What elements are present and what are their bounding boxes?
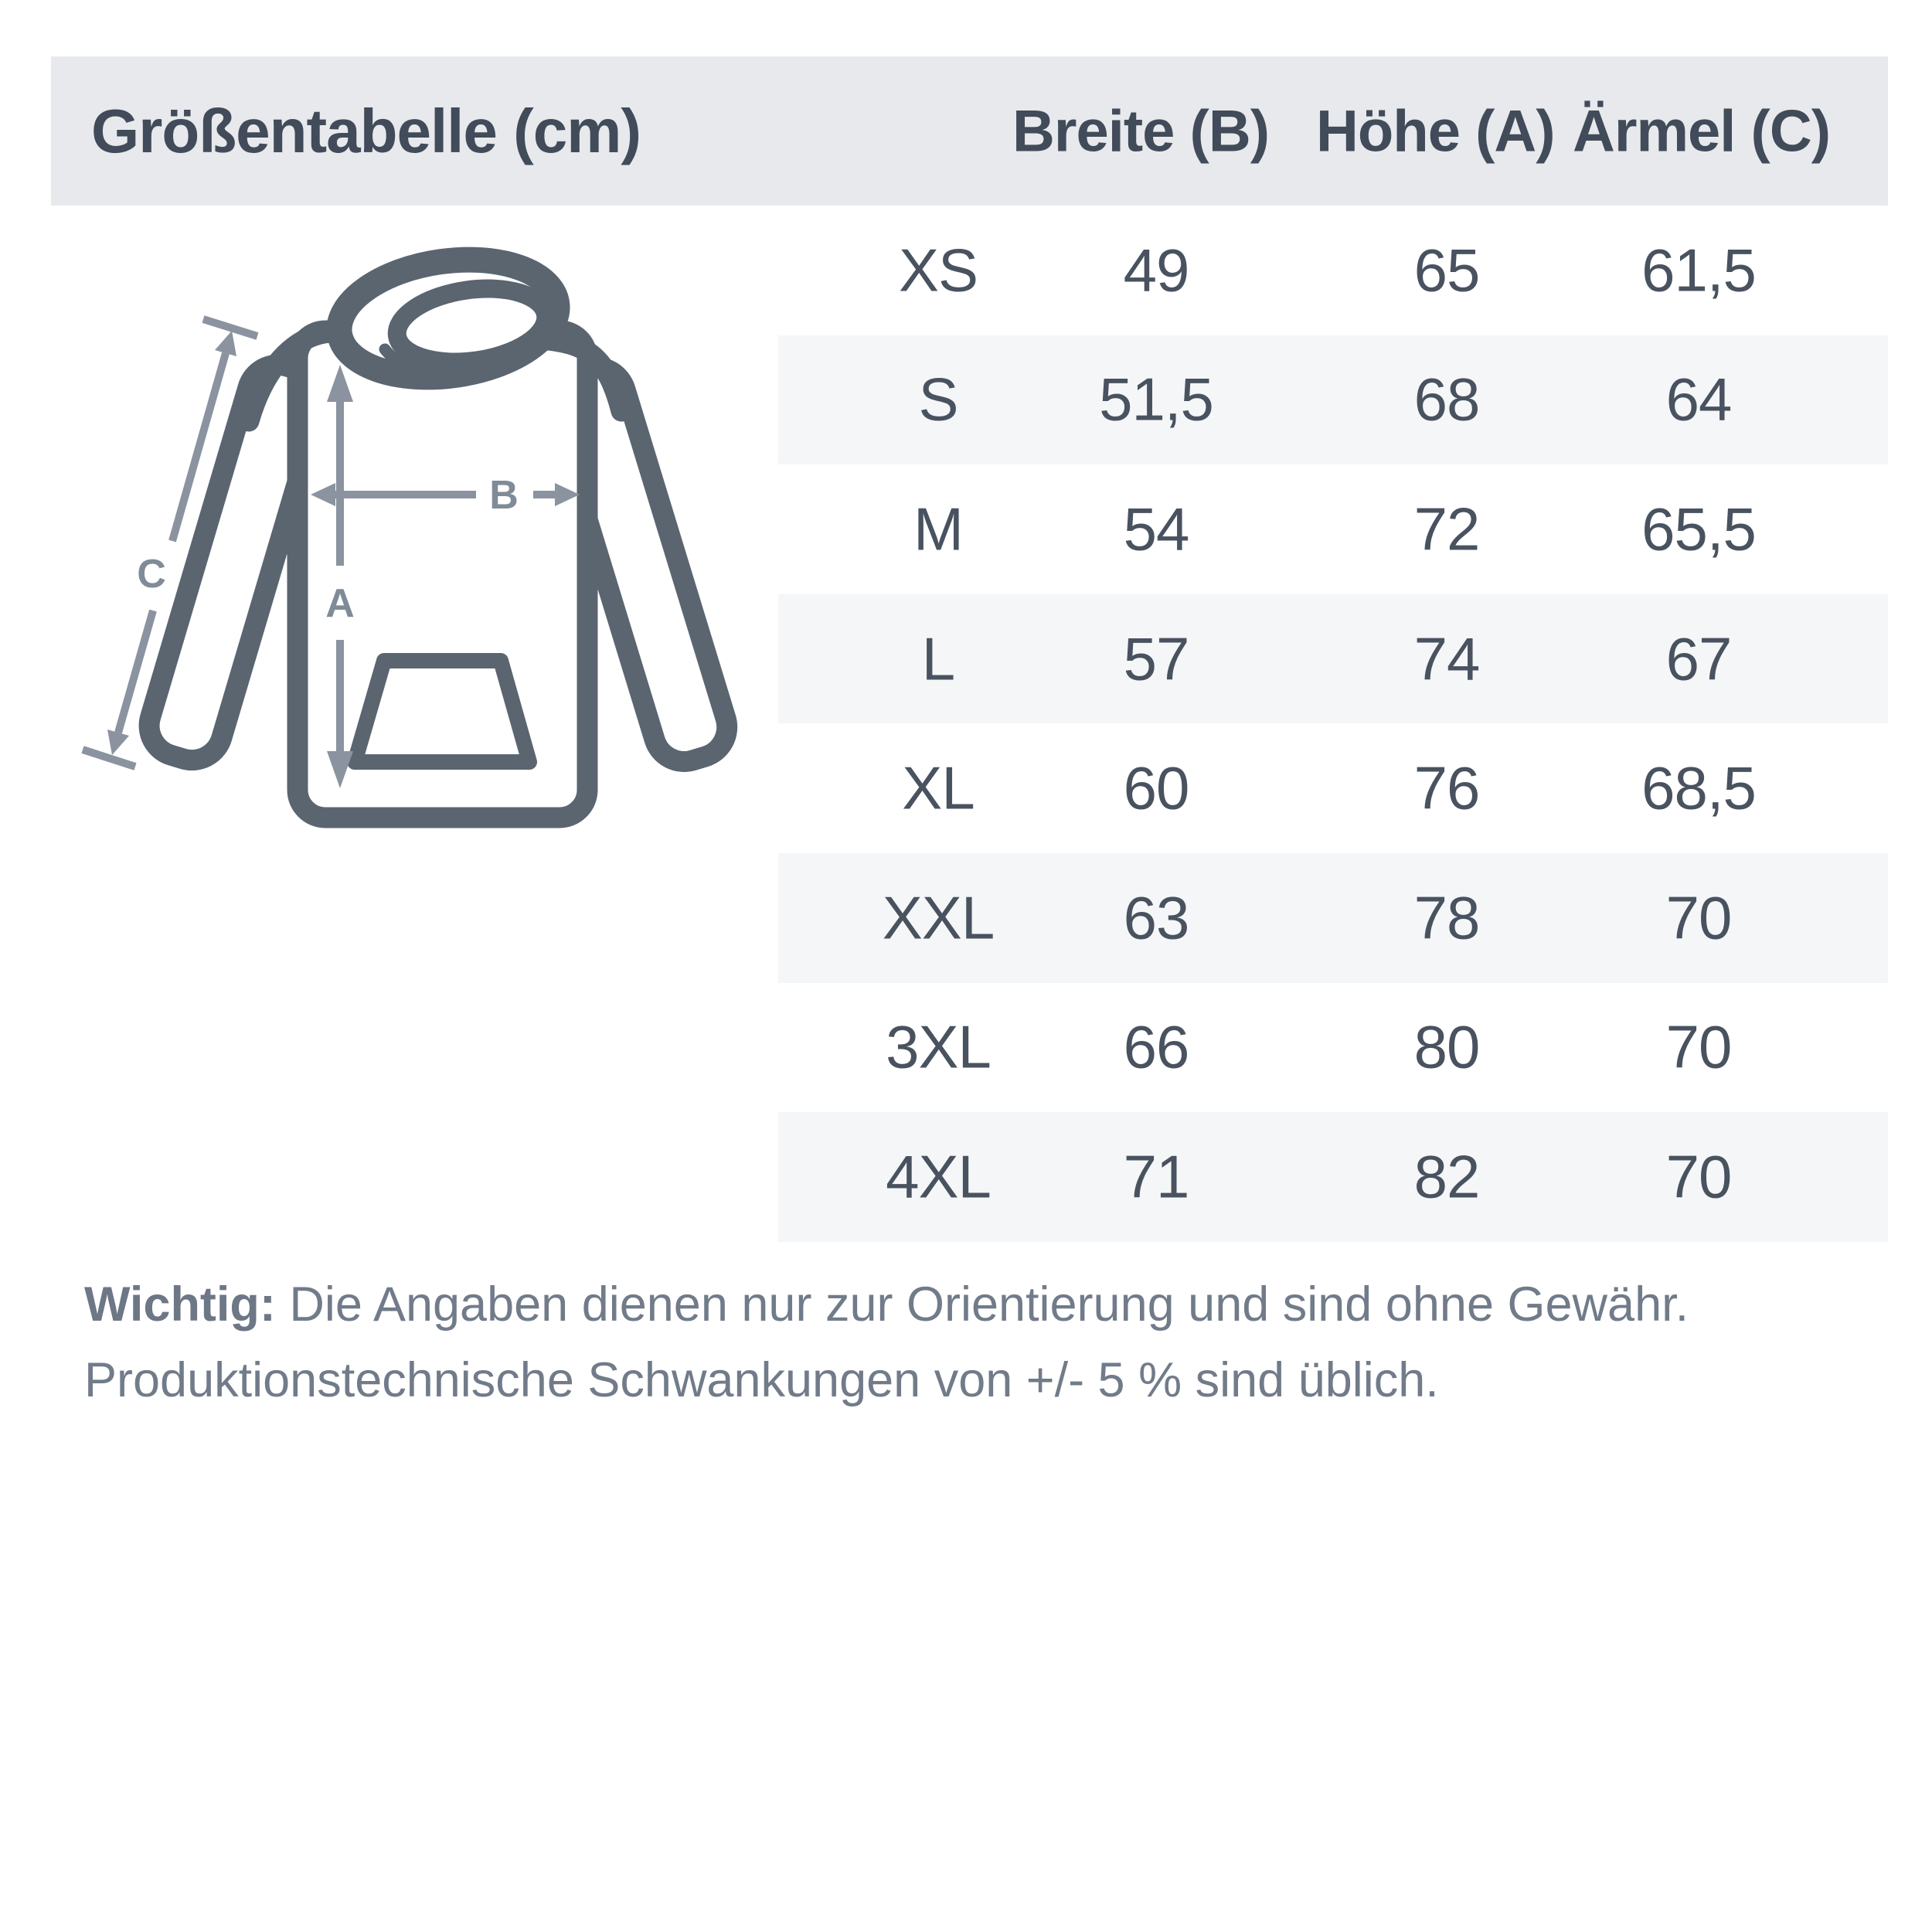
cell-size: L <box>921 624 955 693</box>
note-line2: Produktionstechnische Schwankungen von +/- 5 % sind üblich. <box>84 1353 1439 1407</box>
cell-aermel: 64 <box>1665 365 1732 434</box>
dim-label-a: A <box>325 581 355 626</box>
column-header-breite: Breite (B) <box>1012 98 1270 164</box>
dim-c-arrowhead-bottom <box>107 730 129 755</box>
kangaroo-pocket <box>355 661 529 762</box>
dim-label-b: B <box>489 473 519 518</box>
size-table <box>778 206 1888 1242</box>
hoodie-diagram <box>46 216 781 873</box>
table-row <box>778 853 1888 983</box>
note-prefix: Wichtig: <box>84 1277 276 1332</box>
table-row <box>778 983 1888 1113</box>
cell-aermel: 70 <box>1665 1142 1732 1211</box>
cell-hoehe: 78 <box>1413 883 1480 952</box>
cell-aermel: 65,5 <box>1641 495 1756 563</box>
table-row <box>778 335 1888 465</box>
cell-breite: 57 <box>1123 624 1189 693</box>
cell-size: S <box>918 365 958 434</box>
note-line1: Die Angaben dienen nur zur Orientierung und sind ohne Gewähr. <box>275 1277 1689 1332</box>
cell-size: 4XL <box>886 1142 991 1211</box>
cell-size: XS <box>898 236 978 304</box>
cell-size: M <box>913 495 963 563</box>
cell-breite: 60 <box>1123 753 1189 822</box>
cell-breite: 71 <box>1123 1142 1189 1211</box>
table-row <box>778 1112 1888 1242</box>
dim-c-arrowhead-top <box>215 331 236 356</box>
disclaimer-note <box>84 1267 1893 1418</box>
cell-aermel: 68,5 <box>1641 753 1756 822</box>
cell-aermel: 70 <box>1665 883 1732 952</box>
cell-size: XXL <box>882 883 995 952</box>
size-chart-header <box>51 56 1888 206</box>
cell-hoehe: 80 <box>1413 1012 1480 1081</box>
cell-breite: 49 <box>1123 236 1189 304</box>
cell-aermel: 61,5 <box>1641 236 1756 304</box>
table-row <box>778 594 1888 724</box>
dim-label-c: C <box>137 552 166 597</box>
cell-hoehe: 74 <box>1413 624 1480 693</box>
dim-c-tick-bottom <box>83 750 135 767</box>
cell-hoehe: 68 <box>1413 365 1480 434</box>
cell-hoehe: 65 <box>1413 236 1480 304</box>
cell-hoehe: 82 <box>1413 1142 1480 1211</box>
cell-size: 3XL <box>886 1012 991 1081</box>
cell-aermel: 67 <box>1665 624 1732 693</box>
cell-aermel: 70 <box>1665 1012 1732 1081</box>
table-row <box>778 464 1888 594</box>
column-header-hoehe: Höhe (A) <box>1316 98 1555 164</box>
cell-hoehe: 76 <box>1413 753 1480 822</box>
table-row <box>778 723 1888 853</box>
cell-breite: 66 <box>1123 1012 1189 1081</box>
cell-breite: 51,5 <box>1099 365 1213 434</box>
cell-size: XL <box>902 753 975 822</box>
column-header-aermel: Ärmel (C) <box>1573 98 1831 164</box>
cell-hoehe: 72 <box>1413 495 1480 563</box>
table-row <box>778 206 1888 335</box>
cell-breite: 54 <box>1123 495 1189 563</box>
cell-breite: 63 <box>1123 883 1189 952</box>
page-title: Größentabelle (cm) <box>91 96 641 165</box>
